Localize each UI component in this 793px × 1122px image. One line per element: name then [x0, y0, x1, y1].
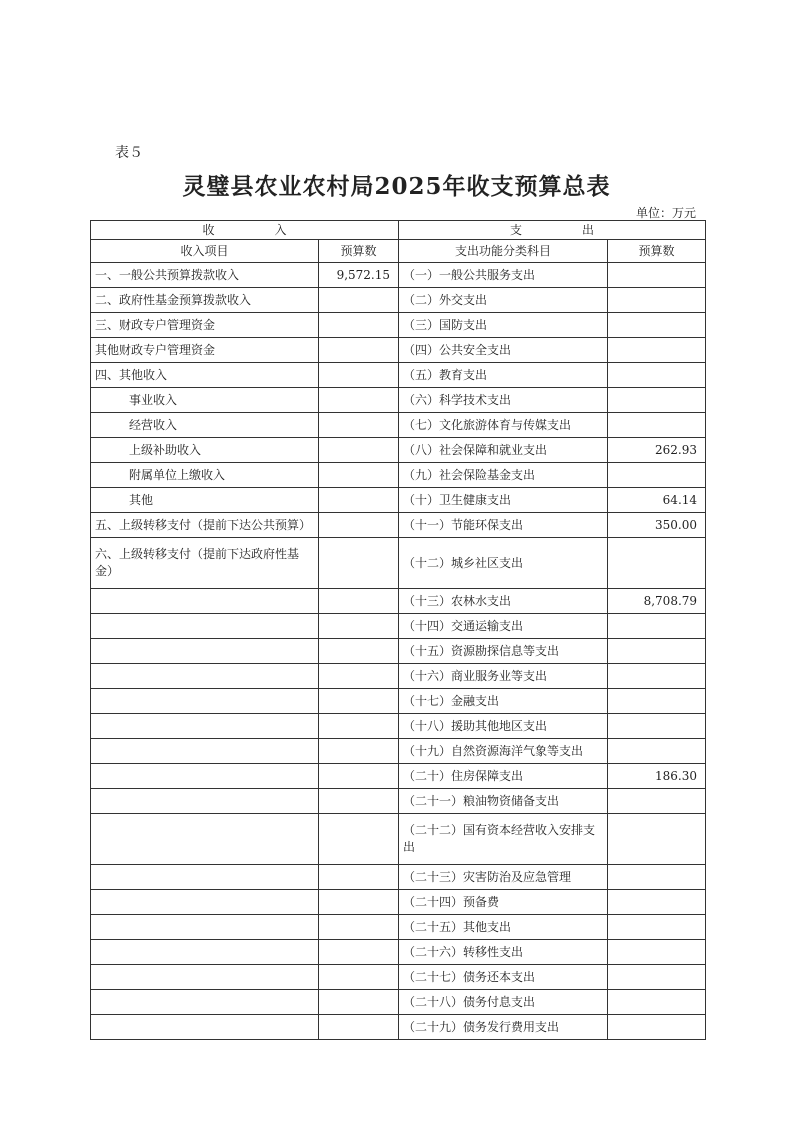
table-row — [91, 388, 706, 413]
table-row — [91, 664, 706, 689]
unit-note: 单位：万元 — [635, 206, 696, 220]
expense-item-cell: （十二）城乡社区支出 — [399, 538, 608, 589]
table-row — [91, 1015, 706, 1040]
income-budget-cell — [319, 865, 399, 890]
expense-budget-cell — [608, 288, 706, 313]
expense-item-cell: （二十五）其他支出 — [399, 915, 608, 940]
income-item-cell — [91, 739, 319, 764]
expense-budget-cell — [608, 664, 706, 689]
expense-item-cell: （十一）节能环保支出 — [399, 513, 608, 538]
table-row — [91, 413, 706, 438]
expense-item-cell: （九）社会保险基金支出 — [399, 463, 608, 488]
budget-table — [90, 220, 706, 1040]
income-budget-cell — [319, 664, 399, 689]
income-budget-cell — [319, 338, 399, 363]
expense-budget-cell — [608, 614, 706, 639]
expense-budget-cell — [608, 915, 706, 940]
income-budget-cell — [319, 965, 399, 990]
group-header-row — [91, 221, 706, 240]
income-item-cell: 事业收入 — [91, 388, 319, 413]
income-budget-cell — [319, 488, 399, 513]
income-budget-cell — [319, 915, 399, 940]
table-row — [91, 363, 706, 388]
income-item-cell — [91, 1015, 319, 1040]
income-budget-cell — [319, 990, 399, 1015]
income-budget-cell — [319, 689, 399, 714]
table-row — [91, 288, 706, 313]
expense-item-cell: （七）文化旅游体育与传媒支出 — [399, 413, 608, 438]
expense-item-cell: （二十三）灾害防治及应急管理 — [399, 865, 608, 890]
expense-budget-cell — [608, 689, 706, 714]
expense-budget-cell — [608, 814, 706, 865]
income-item-cell: 一、一般公共预算拨款收入 — [91, 263, 319, 288]
table-row — [91, 639, 706, 664]
expense-budget-cell — [608, 714, 706, 739]
expense-item-cell: （八）社会保障和就业支出 — [399, 438, 608, 463]
table-row — [91, 890, 706, 915]
table-row — [91, 940, 706, 965]
expense-item-cell: （二十七）债务还本支出 — [399, 965, 608, 990]
income-item-cell: 附属单位上缴收入 — [91, 463, 319, 488]
income-budget-cell — [319, 940, 399, 965]
income-budget-cell — [319, 313, 399, 338]
income-budget-cell: 9,572.15 — [319, 263, 399, 288]
expense-budget-cell: 186.30 — [608, 764, 706, 789]
expense-item-cell: （十七）金融支出 — [399, 689, 608, 714]
income-budget-cell — [319, 538, 399, 589]
income-item-cell — [91, 714, 319, 739]
expense-budget-cell — [608, 313, 706, 338]
expense-group-header: 支 出 — [399, 221, 706, 240]
income-budget-cell — [319, 764, 399, 789]
table-row — [91, 814, 706, 865]
expense-budget-cell: 8,708.79 — [608, 589, 706, 614]
income-budget-cell — [319, 714, 399, 739]
table-row — [91, 990, 706, 1015]
table-row — [91, 313, 706, 338]
expense-item-cell: （十五）资源勘探信息等支出 — [399, 639, 608, 664]
expense-item-cell: （二十六）转移性支出 — [399, 940, 608, 965]
expense-budget-cell — [608, 965, 706, 990]
income-item-cell — [91, 589, 319, 614]
expense-budget-cell — [608, 940, 706, 965]
table-row — [91, 865, 706, 890]
table-row — [91, 438, 706, 463]
expense-budget-cell — [608, 463, 706, 488]
expense-item-cell: （三）国防支出 — [399, 313, 608, 338]
expense-item-cell: （二）外交支出 — [399, 288, 608, 313]
expense-budget-cell — [608, 1015, 706, 1040]
expense-budget-cell — [608, 363, 706, 388]
income-budget-cell — [319, 438, 399, 463]
expense-budget-cell — [608, 639, 706, 664]
income-item-cell — [91, 689, 319, 714]
expense-item-cell: （六）科学技术支出 — [399, 388, 608, 413]
income-budget-cell — [319, 890, 399, 915]
column-header-row — [91, 240, 706, 263]
income-item-cell — [91, 865, 319, 890]
expense-budget-cell — [608, 739, 706, 764]
expense-item-cell: （十）卫生健康支出 — [399, 488, 608, 513]
income-item-cell: 四、其他收入 — [91, 363, 319, 388]
expense-budget-cell: 64.14 — [608, 488, 706, 513]
income-budget-cell — [319, 388, 399, 413]
income-budget-cell — [319, 363, 399, 388]
table-row — [91, 764, 706, 789]
income-item-cell: 上级补助收入 — [91, 438, 319, 463]
table-row — [91, 714, 706, 739]
income-budget-cell — [319, 413, 399, 438]
expense-item-cell: （五）教育支出 — [399, 363, 608, 388]
income-item-cell — [91, 764, 319, 789]
expense-item-cell: （二十二）国有资本经营收入安排支出 — [399, 814, 608, 865]
expense-item-cell: （十四）交通运输支出 — [399, 614, 608, 639]
expense-budget-header: 预算数 — [608, 240, 706, 263]
expense-item-cell: （二十八）债务付息支出 — [399, 990, 608, 1015]
expense-item-cell: （十九）自然资源海洋气象等支出 — [399, 739, 608, 764]
income-item-cell: 五、上级转移支付（提前下达公共预算） — [91, 513, 319, 538]
page-title: 灵璧县农业农村局2025年收支预算总表 — [182, 173, 611, 200]
income-item-cell — [91, 789, 319, 814]
income-item-cell — [91, 965, 319, 990]
expense-budget-cell — [608, 789, 706, 814]
table-row — [91, 614, 706, 639]
income-budget-cell — [319, 614, 399, 639]
expense-item-cell: （二十一）粮油物资储备支出 — [399, 789, 608, 814]
income-item-cell — [91, 890, 319, 915]
table-row — [91, 263, 706, 288]
expense-item-header: 支出功能分类科目 — [399, 240, 608, 263]
income-item-cell: 其他财政专户管理资金 — [91, 338, 319, 363]
income-item-cell — [91, 614, 319, 639]
expense-budget-cell — [608, 388, 706, 413]
income-budget-cell — [319, 814, 399, 865]
table-row — [91, 463, 706, 488]
income-budget-header: 预算数 — [319, 240, 399, 263]
income-item-cell — [91, 664, 319, 689]
expense-budget-cell — [608, 413, 706, 438]
expense-budget-cell — [608, 263, 706, 288]
table-row — [91, 689, 706, 714]
income-budget-cell — [319, 589, 399, 614]
table-row — [91, 739, 706, 764]
income-item-cell: 二、政府性基金预算拨款收入 — [91, 288, 319, 313]
expense-budget-cell — [608, 865, 706, 890]
expense-budget-cell — [608, 338, 706, 363]
expense-budget-cell — [608, 890, 706, 915]
income-budget-cell — [319, 739, 399, 764]
income-item-cell — [91, 639, 319, 664]
expense-item-cell: （一）一般公共服务支出 — [399, 263, 608, 288]
income-item-cell: 其他 — [91, 488, 319, 513]
income-budget-cell — [319, 463, 399, 488]
expense-item-cell: （二十九）债务发行费用支出 — [399, 1015, 608, 1040]
table-row — [91, 338, 706, 363]
table-row — [91, 589, 706, 614]
income-group-header: 收 入 — [91, 221, 399, 240]
table-row — [91, 789, 706, 814]
table-row — [91, 538, 706, 589]
expense-budget-cell — [608, 538, 706, 589]
income-item-header: 收入项目 — [91, 240, 319, 263]
income-item-cell: 六、上级转移支付（提前下达政府性基金） — [91, 538, 319, 589]
expense-budget-cell: 350.00 — [608, 513, 706, 538]
expense-item-cell: （二十四）预备费 — [399, 890, 608, 915]
table-row — [91, 965, 706, 990]
table-row — [91, 488, 706, 513]
expense-item-cell: （二十）住房保障支出 — [399, 764, 608, 789]
income-item-cell: 三、财政专户管理资金 — [91, 313, 319, 338]
expense-item-cell: （四）公共安全支出 — [399, 338, 608, 363]
income-budget-cell — [319, 1015, 399, 1040]
income-item-cell: 经营收入 — [91, 413, 319, 438]
table-row — [91, 915, 706, 940]
income-item-cell — [91, 940, 319, 965]
income-budget-cell — [319, 789, 399, 814]
expense-budget-cell — [608, 990, 706, 1015]
income-item-cell — [91, 814, 319, 865]
income-budget-cell — [319, 288, 399, 313]
expense-item-cell: （十八）援助其他地区支出 — [399, 714, 608, 739]
income-item-cell — [91, 990, 319, 1015]
income-budget-cell — [319, 513, 399, 538]
expense-budget-cell: 262.93 — [608, 438, 706, 463]
table-label: 表５ — [115, 145, 143, 161]
expense-item-cell: （十六）商业服务业等支出 — [399, 664, 608, 689]
income-budget-cell — [319, 639, 399, 664]
expense-item-cell: （十三）农林水支出 — [399, 589, 608, 614]
table-row — [91, 513, 706, 538]
income-item-cell — [91, 915, 319, 940]
